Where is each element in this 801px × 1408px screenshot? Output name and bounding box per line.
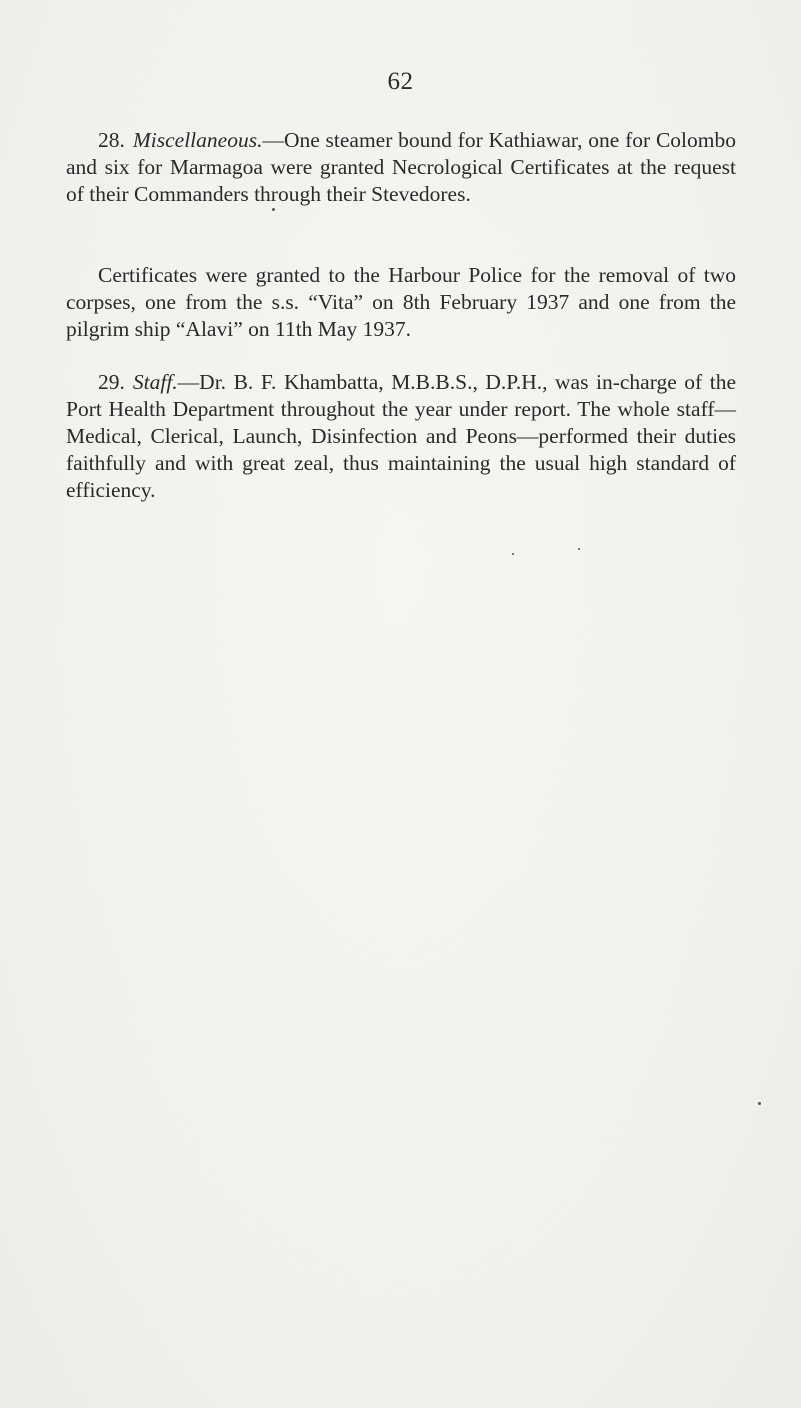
section-number: 28.: [98, 128, 125, 152]
paper-speck: [758, 1102, 761, 1105]
paper-speck: [272, 208, 275, 211]
paragraph-certificates: [66, 262, 736, 343]
paragraph-miscellaneous: [66, 127, 736, 208]
paper-speck: [512, 553, 514, 555]
paragraph-body: —One steamer bound for Kathiawar, one for Colombo and six for Marmagoa were granted Necrological Certificates at the request of their Commanders through their Stevedores.: [66, 128, 736, 206]
paper-speck: [578, 548, 580, 550]
page-number: 62: [387, 68, 414, 95]
section-number: 29.: [98, 370, 125, 394]
paragraph-body: —Dr. B. F. Khambatta, M.B.B.S., D.P.H., was in-charge of the Port Health Department throughout the year under report. The whole staff—Medical, Clerical, Launch, Disinfection and Peons—performed their duties faithfully and with great zeal, thus maintaining the usual high standard of efficiency.: [66, 370, 736, 502]
section-heading: Staff.: [132, 370, 178, 394]
paragraph-body: Certificates were granted to the Harbour Police for the removal of two corpses, one from the s.s. “Vita” on 8th February 1937 and one from the pilgrim ship “Alavi” on 11th May 1937.: [66, 263, 736, 341]
paragraph-staff: [66, 369, 736, 504]
section-heading: Miscellaneous.: [132, 128, 263, 152]
